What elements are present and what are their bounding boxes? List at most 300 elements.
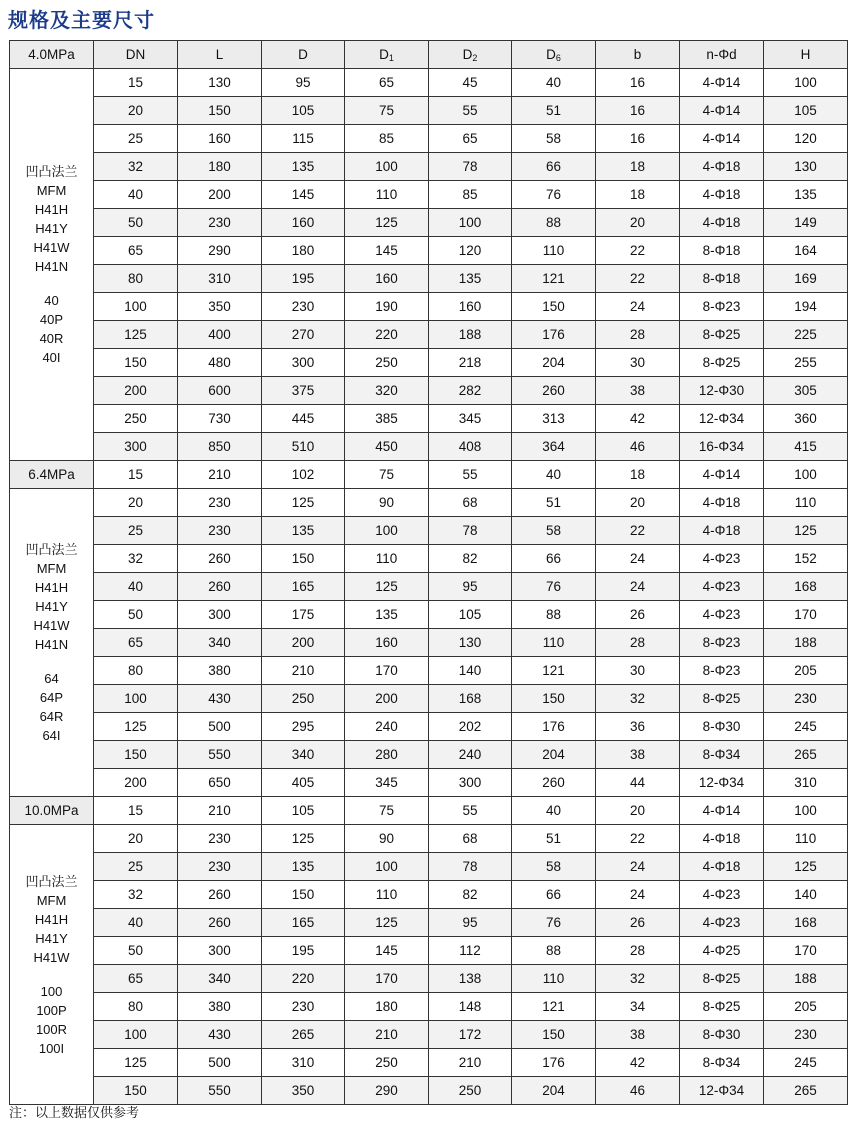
table-cell: 176 xyxy=(512,1049,596,1077)
table-cell: 360 xyxy=(764,405,848,433)
table-cell: 245 xyxy=(764,1049,848,1077)
table-cell: 105 xyxy=(262,97,345,125)
model-label: 凹凸法兰 xyxy=(25,873,78,889)
model-label: 100R xyxy=(35,1021,68,1037)
table-cell: 65 xyxy=(94,965,178,993)
table-cell: 32 xyxy=(596,685,680,713)
table-cell: 172 xyxy=(429,1021,512,1049)
table-cell: 18 xyxy=(596,153,680,181)
model-label: 100 xyxy=(40,983,63,999)
footnote: 注：以上数据仅供参考 xyxy=(9,1106,140,1121)
table-cell: 16 xyxy=(596,125,680,153)
table-cell: 310 xyxy=(178,265,262,293)
column-header-label: D xyxy=(546,47,556,62)
table-row xyxy=(10,965,848,993)
table-cell: 165 xyxy=(262,909,345,937)
model-label: 凹凸法兰 xyxy=(25,542,78,557)
table-cell: 50 xyxy=(94,601,178,629)
column-header xyxy=(764,41,848,69)
table-cell: 150 xyxy=(262,545,345,573)
table-cell: 55 xyxy=(429,461,512,489)
table-cell: 120 xyxy=(764,125,848,153)
table-cell: 110 xyxy=(345,881,429,909)
table-cell: 300 xyxy=(178,937,262,965)
table-cell: 80 xyxy=(94,657,178,685)
table-cell: 4-Φ14 xyxy=(680,461,764,489)
table-row xyxy=(10,1077,848,1105)
model-label: MFM xyxy=(36,892,67,908)
table-cell: 100 xyxy=(764,461,848,489)
table-cell: 160 xyxy=(429,293,512,321)
table-cell: 135 xyxy=(345,601,429,629)
table-cell: 105 xyxy=(262,797,345,825)
table-cell: 110 xyxy=(512,237,596,265)
table-cell: 4-Φ18 xyxy=(680,489,764,517)
table-cell: 24 xyxy=(596,881,680,909)
table-cell: 170 xyxy=(764,601,848,629)
table-cell: 66 xyxy=(512,153,596,181)
table-cell: 32 xyxy=(94,545,178,573)
table-cell: 730 xyxy=(178,405,262,433)
table-cell: 500 xyxy=(178,713,262,741)
spec-table xyxy=(9,40,848,1105)
table-cell: 265 xyxy=(764,1077,848,1105)
table-row xyxy=(10,881,848,909)
table-cell: 200 xyxy=(262,629,345,657)
table-cell: 45 xyxy=(429,69,512,97)
table-cell: 50 xyxy=(94,937,178,965)
table-cell: 68 xyxy=(429,489,512,517)
column-header xyxy=(680,41,764,69)
table-cell: 150 xyxy=(512,685,596,713)
column-header-label: L xyxy=(215,47,224,62)
table-cell: 190 xyxy=(345,293,429,321)
table-cell: 8-Φ30 xyxy=(680,1021,764,1049)
table-cell: 168 xyxy=(429,685,512,713)
table-cell: 4-Φ18 xyxy=(680,517,764,545)
table-cell: 202 xyxy=(429,713,512,741)
table-cell: 8-Φ34 xyxy=(680,741,764,769)
table-row xyxy=(10,909,848,937)
table-cell: 15 xyxy=(94,69,178,97)
table-cell: 550 xyxy=(178,741,262,769)
table-cell: 121 xyxy=(512,993,596,1021)
table-row xyxy=(10,713,848,741)
table-cell: 125 xyxy=(94,1049,178,1077)
table-cell: 260 xyxy=(512,769,596,797)
table-cell: 150 xyxy=(512,1021,596,1049)
table-cell: 8-Φ23 xyxy=(680,629,764,657)
table-cell: 26 xyxy=(596,601,680,629)
model-label: 100I xyxy=(38,1040,65,1056)
table-cell: 100 xyxy=(764,797,848,825)
table-cell: 205 xyxy=(764,657,848,685)
table-cell: 25 xyxy=(94,517,178,545)
table-cell: 30 xyxy=(596,349,680,377)
table-cell: 320 xyxy=(345,377,429,405)
model-label: H41W xyxy=(33,618,70,633)
table-cell: 550 xyxy=(178,1077,262,1105)
table-cell: 28 xyxy=(596,629,680,657)
table-cell: 200 xyxy=(94,377,178,405)
table-cell: 32 xyxy=(596,965,680,993)
table-cell: 51 xyxy=(512,825,596,853)
table-cell: 105 xyxy=(429,601,512,629)
table-cell: 8-Φ25 xyxy=(680,349,764,377)
table-cell: 260 xyxy=(512,377,596,405)
table-cell: 38 xyxy=(596,741,680,769)
table-cell: 40 xyxy=(94,181,178,209)
table-cell: 300 xyxy=(94,433,178,461)
table-cell: 82 xyxy=(429,881,512,909)
column-header xyxy=(178,41,262,69)
table-row xyxy=(10,405,848,433)
table-cell: 230 xyxy=(262,293,345,321)
table-cell: 76 xyxy=(512,181,596,209)
table-cell: 255 xyxy=(764,349,848,377)
table-cell: 150 xyxy=(512,293,596,321)
table-cell: 58 xyxy=(512,125,596,153)
table-row xyxy=(10,797,848,825)
table-cell: 4-Φ25 xyxy=(680,937,764,965)
table-cell: 100 xyxy=(94,1021,178,1049)
table-cell: 168 xyxy=(764,573,848,601)
table-row xyxy=(10,349,848,377)
table-cell: 188 xyxy=(429,321,512,349)
header-row xyxy=(10,41,848,69)
table-cell: 175 xyxy=(262,601,345,629)
table-cell: 380 xyxy=(178,657,262,685)
table-cell: 305 xyxy=(764,377,848,405)
table-cell: 18 xyxy=(596,461,680,489)
table-cell: 125 xyxy=(262,489,345,517)
table-cell: 42 xyxy=(596,1049,680,1077)
table-cell: 18 xyxy=(596,181,680,209)
table-cell: 313 xyxy=(512,405,596,433)
column-header-label: D xyxy=(462,47,473,62)
table-cell: 15 xyxy=(94,461,178,489)
table-cell: 25 xyxy=(94,853,178,881)
table-cell: 250 xyxy=(429,1077,512,1105)
table-row xyxy=(10,853,848,881)
table-cell: 4-Φ18 xyxy=(680,853,764,881)
table-cell: 100 xyxy=(94,685,178,713)
table-cell: 40 xyxy=(512,69,596,97)
model-label: H41H xyxy=(34,580,69,595)
table-cell: 12-Φ34 xyxy=(680,769,764,797)
model-label: 凹凸法兰 xyxy=(25,164,78,179)
table-cell: 95 xyxy=(429,909,512,937)
table-cell: 110 xyxy=(345,545,429,573)
table-cell: 4-Φ18 xyxy=(680,825,764,853)
table-cell: 250 xyxy=(94,405,178,433)
table-cell: 20 xyxy=(596,209,680,237)
table-row xyxy=(10,489,848,517)
table-cell: 95 xyxy=(429,573,512,601)
table-cell: 8-Φ23 xyxy=(680,657,764,685)
table-cell: 16 xyxy=(596,69,680,97)
table-cell: 66 xyxy=(512,545,596,573)
table-cell: 230 xyxy=(764,1021,848,1049)
table-cell: 149 xyxy=(764,209,848,237)
table-cell: 76 xyxy=(512,573,596,601)
table-cell: 195 xyxy=(262,937,345,965)
model-label: 100P xyxy=(36,1002,67,1018)
table-cell: 240 xyxy=(345,713,429,741)
table-cell: 65 xyxy=(94,629,178,657)
table-cell: 125 xyxy=(94,713,178,741)
table-cell: 138 xyxy=(429,965,512,993)
table-cell: 78 xyxy=(429,153,512,181)
table-cell: 340 xyxy=(262,741,345,769)
table-cell: 4-Φ23 xyxy=(680,545,764,573)
table-cell: 78 xyxy=(429,853,512,881)
table-cell: 200 xyxy=(178,181,262,209)
table-cell: 230 xyxy=(764,685,848,713)
table-cell: 450 xyxy=(345,433,429,461)
table-cell: 20 xyxy=(94,489,178,517)
table-body xyxy=(10,69,848,1105)
table-cell: 415 xyxy=(764,433,848,461)
table-cell: 300 xyxy=(178,601,262,629)
model-label: 64P xyxy=(39,690,64,705)
table-cell: 445 xyxy=(262,405,345,433)
table-cell: 40 xyxy=(94,909,178,937)
table-cell: 250 xyxy=(345,349,429,377)
table-cell: 140 xyxy=(764,881,848,909)
table-cell: 110 xyxy=(512,965,596,993)
table-cell: 38 xyxy=(596,1021,680,1049)
table-row xyxy=(10,1021,848,1049)
table-cell: 375 xyxy=(262,377,345,405)
table-cell: 110 xyxy=(764,825,848,853)
table-cell: 102 xyxy=(262,461,345,489)
model-label: H41Y xyxy=(35,221,68,236)
table-cell: 130 xyxy=(764,153,848,181)
model-label: H41H xyxy=(34,202,69,217)
column-header-label: D xyxy=(298,47,308,62)
table-cell: 350 xyxy=(178,293,262,321)
table-row xyxy=(10,629,848,657)
table-cell: 4-Φ14 xyxy=(680,97,764,125)
table-cell: 430 xyxy=(178,1021,262,1049)
table-cell: 46 xyxy=(596,433,680,461)
table-cell: 51 xyxy=(512,97,596,125)
label-spacer xyxy=(10,276,93,291)
table-cell: 500 xyxy=(178,1049,262,1077)
table-cell: 32 xyxy=(94,881,178,909)
table-cell: 270 xyxy=(262,321,345,349)
table-cell: 12-Φ30 xyxy=(680,377,764,405)
table-cell: 24 xyxy=(596,853,680,881)
table-cell: 25 xyxy=(94,125,178,153)
table-cell: 152 xyxy=(764,545,848,573)
table-cell: 260 xyxy=(178,909,262,937)
table-cell: 250 xyxy=(345,1049,429,1077)
table-cell: 310 xyxy=(764,769,848,797)
table-cell: 230 xyxy=(262,993,345,1021)
table-cell: 176 xyxy=(512,321,596,349)
table-cell: 34 xyxy=(596,993,680,1021)
table-cell: 55 xyxy=(429,97,512,125)
table-cell: 8-Φ23 xyxy=(680,293,764,321)
table-cell: 290 xyxy=(345,1077,429,1105)
table-cell: 170 xyxy=(764,937,848,965)
model-label: H41N xyxy=(34,637,69,652)
table-row xyxy=(10,69,848,97)
table-cell: 290 xyxy=(178,237,262,265)
table-cell: 430 xyxy=(178,685,262,713)
table-cell: 20 xyxy=(94,97,178,125)
table-row xyxy=(10,937,848,965)
table-cell: 100 xyxy=(345,153,429,181)
table-cell: 22 xyxy=(596,825,680,853)
table-cell: 408 xyxy=(429,433,512,461)
table-cell: 210 xyxy=(345,1021,429,1049)
table-cell: 405 xyxy=(262,769,345,797)
column-header-subscript: 6 xyxy=(555,53,561,63)
table-cell: 295 xyxy=(262,713,345,741)
table-row xyxy=(10,1049,848,1077)
table-cell: 169 xyxy=(764,265,848,293)
table-cell: 150 xyxy=(262,881,345,909)
table-cell: 20 xyxy=(596,489,680,517)
table-cell: 850 xyxy=(178,433,262,461)
table-cell: 145 xyxy=(345,937,429,965)
table-cell: 150 xyxy=(178,97,262,125)
table-cell: 82 xyxy=(429,545,512,573)
table-cell: 8-Φ18 xyxy=(680,237,764,265)
table-cell: 204 xyxy=(512,1077,596,1105)
table-cell: 38 xyxy=(596,377,680,405)
table-cell: 160 xyxy=(345,265,429,293)
table-header xyxy=(10,41,848,69)
table-cell: 22 xyxy=(596,237,680,265)
table-cell: 16-Φ34 xyxy=(680,433,764,461)
table-cell: 160 xyxy=(178,125,262,153)
table-row xyxy=(10,125,848,153)
table-cell: 140 xyxy=(429,657,512,685)
table-cell: 218 xyxy=(429,349,512,377)
table-cell: 42 xyxy=(596,405,680,433)
table-row xyxy=(10,517,848,545)
table-row xyxy=(10,461,848,489)
table-cell: 188 xyxy=(764,965,848,993)
table-cell: 210 xyxy=(429,1049,512,1077)
table-cell: 350 xyxy=(262,1077,345,1105)
label-spacer xyxy=(10,967,93,982)
table-cell: 100 xyxy=(429,209,512,237)
table-cell: 4-Φ18 xyxy=(680,209,764,237)
table-cell: 125 xyxy=(345,573,429,601)
table-row xyxy=(10,97,848,125)
table-cell: 310 xyxy=(262,1049,345,1077)
table-cell: 260 xyxy=(178,545,262,573)
table-cell: 110 xyxy=(512,629,596,657)
table-cell: 220 xyxy=(262,965,345,993)
table-cell: 160 xyxy=(345,629,429,657)
model-label: H41H xyxy=(34,911,69,927)
table-row xyxy=(10,993,848,1021)
model-label: H41N xyxy=(34,259,69,274)
model-label: 64 xyxy=(44,671,59,686)
column-header-subscript: 2 xyxy=(472,53,478,63)
table-cell: 385 xyxy=(345,405,429,433)
table-cell: 180 xyxy=(178,153,262,181)
table-cell: 150 xyxy=(94,349,178,377)
table-cell: 125 xyxy=(345,909,429,937)
table-cell: 15 xyxy=(94,797,178,825)
table-cell: 250 xyxy=(262,685,345,713)
table-cell: 300 xyxy=(262,349,345,377)
table-cell: 204 xyxy=(512,349,596,377)
table-cell: 145 xyxy=(345,237,429,265)
label-spacer xyxy=(10,654,93,669)
table-cell: 650 xyxy=(178,769,262,797)
table-cell: 145 xyxy=(262,181,345,209)
table-cell: 95 xyxy=(262,69,345,97)
table-cell: 340 xyxy=(178,629,262,657)
table-row xyxy=(10,377,848,405)
table-cell: 4-Φ14 xyxy=(680,797,764,825)
model-label: 40I xyxy=(42,350,61,365)
table-cell: 100 xyxy=(345,517,429,545)
table-cell: 20 xyxy=(94,825,178,853)
column-header-subscript: 1 xyxy=(388,53,394,63)
table-cell: 28 xyxy=(596,937,680,965)
table-cell: 88 xyxy=(512,601,596,629)
table-cell: 130 xyxy=(429,629,512,657)
table-cell: 400 xyxy=(178,321,262,349)
table-row xyxy=(10,685,848,713)
table-cell: 4-Φ14 xyxy=(680,125,764,153)
table-row xyxy=(10,433,848,461)
table-cell: 30 xyxy=(596,657,680,685)
table-row xyxy=(10,657,848,685)
table-cell: 76 xyxy=(512,909,596,937)
table-cell: 135 xyxy=(429,265,512,293)
table-cell: 121 xyxy=(512,657,596,685)
table-cell: 8-Φ25 xyxy=(680,965,764,993)
table-cell: 195 xyxy=(262,265,345,293)
header-pressure-cell: 4.0MPa xyxy=(10,41,94,69)
table-cell: 100 xyxy=(345,853,429,881)
table-cell: 510 xyxy=(262,433,345,461)
model-label: H41W xyxy=(33,240,70,255)
table-row xyxy=(10,825,848,853)
table-row xyxy=(10,153,848,181)
column-header-label: n-Φd xyxy=(706,47,737,62)
table-cell: 120 xyxy=(429,237,512,265)
table-cell: 22 xyxy=(596,517,680,545)
table-cell: 68 xyxy=(429,825,512,853)
table-cell: 125 xyxy=(764,517,848,545)
table-cell: 51 xyxy=(512,489,596,517)
table-cell: 245 xyxy=(764,713,848,741)
table-cell: 16 xyxy=(596,97,680,125)
table-cell: 125 xyxy=(345,209,429,237)
pressure-rating-cell: 10.0MPa xyxy=(10,797,94,825)
table-cell: 230 xyxy=(178,517,262,545)
table-cell: 110 xyxy=(764,489,848,517)
table-cell: 8-Φ25 xyxy=(680,685,764,713)
table-cell: 4-Φ23 xyxy=(680,601,764,629)
page-title: 规格及主要尺寸 xyxy=(8,8,155,32)
table-cell: 260 xyxy=(178,881,262,909)
table-cell: 170 xyxy=(345,657,429,685)
table-cell: 210 xyxy=(178,797,262,825)
table-cell: 125 xyxy=(94,321,178,349)
